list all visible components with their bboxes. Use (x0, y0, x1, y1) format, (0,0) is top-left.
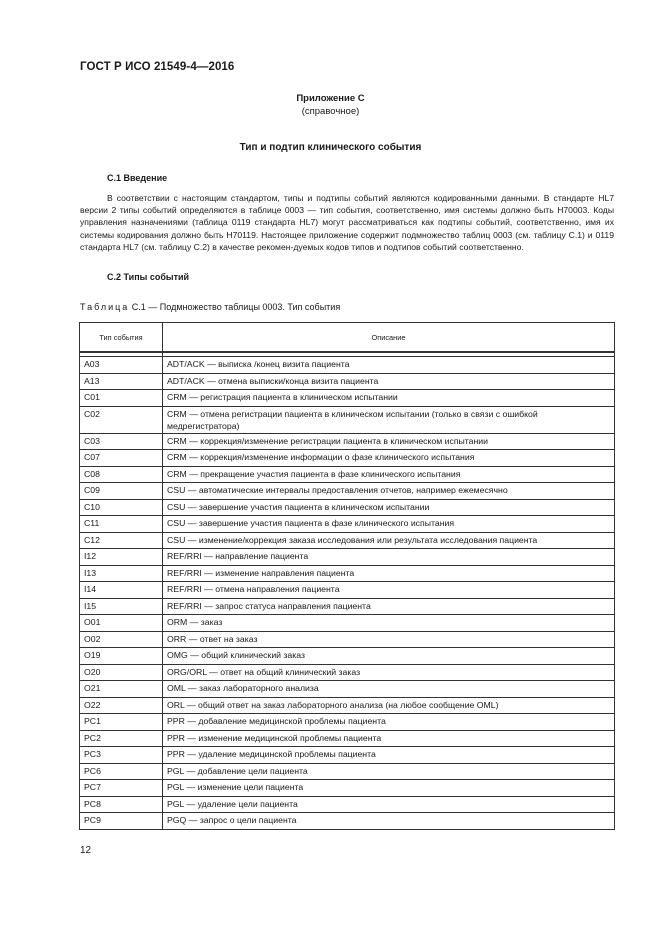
table-row (80, 483, 615, 500)
table-row (80, 499, 615, 516)
event-description-cell: PGL — удаление цели пациента (163, 796, 615, 813)
table-caption (80, 302, 340, 312)
event-code-cell: I12 (80, 549, 163, 566)
column-header-description: Описание (163, 323, 615, 353)
event-code-cell: C01 (80, 390, 163, 407)
table-caption-prefix: Таблица (80, 302, 130, 312)
table-row (80, 565, 615, 582)
event-code-cell: A03 (80, 357, 163, 374)
table-row (80, 373, 615, 390)
event-description-cell: ADT/ACK — выписка /конец визита пациента (163, 357, 615, 374)
page-title: Тип и подтип клинического события (239, 142, 422, 153)
event-description-cell: CRM — отмена регистрации пациента в клиническом испытании (только в связи с ошибкой медрегистратора) (163, 406, 615, 433)
event-description-cell: CRM — регистрация пациента в клиническом испытании (163, 390, 615, 407)
event-description-cell: PGL — изменение цели пациента (163, 780, 615, 797)
section-heading-introduction: С.1 Введение (107, 173, 168, 183)
event-description-cell: REF/RRI — направление пациента (163, 549, 615, 566)
event-description-cell: PGQ — запрос о цели пациента (163, 813, 615, 830)
event-description-cell: REF/RRI — отмена направления пациента (163, 582, 615, 599)
event-code-cell: PC3 (80, 747, 163, 764)
table-row (80, 780, 615, 797)
event-code-cell: C02 (80, 406, 163, 433)
event-description-cell: CSU — завершение участия пациента в фазе клинического испытания (163, 516, 615, 533)
event-code-cell: O02 (80, 631, 163, 648)
event-code-cell: I15 (80, 598, 163, 615)
event-description-cell: CSU — завершение участия пациента в клиническом испытании (163, 499, 615, 516)
table-header-row (80, 323, 615, 353)
event-description-cell: CRM — коррекция/изменение информации о фазе клинического испытания (163, 450, 615, 467)
event-code-cell: A13 (80, 373, 163, 390)
table-row (80, 406, 615, 433)
table-row (80, 648, 615, 665)
event-code-cell: O22 (80, 697, 163, 714)
event-code-cell: C11 (80, 516, 163, 533)
event-code-cell: PC6 (80, 763, 163, 780)
introduction-paragraph: В соответствии с настоящим стандартом, типы и подтипы событий являются кодированными данными. В стандарте HL7 версии 2 типы событий определяются в таблице 0003 — тип события, соответственно, имя системы должно быть H70003. Коды управления назначениями (таблица 0119 стандарта HL7) могут рассматриваться как подтипы событий, соответственно, имя их системы кодирования должно быть H70119. Настоящее приложение содержит подмножество таблиц 0003 (см. таблицу С.1) и 0119 стандарта HL7 (см. таблицу С.2) в качестве рекомен-дуемых кодов типов и подтипов событий соответственно. (80, 193, 614, 252)
table-row (80, 615, 615, 632)
event-description-cell: ADT/ACK — отмена выписки/конца визита пациента (163, 373, 615, 390)
event-code-cell: PC2 (80, 730, 163, 747)
column-header-event-type: Тип события (80, 323, 163, 353)
table-row (80, 516, 615, 533)
appendix-subtitle: (справочное) (301, 106, 360, 117)
event-code-cell: O19 (80, 648, 163, 665)
document-header: ГОСТ Р ИСО 21549-4—2016 (80, 61, 235, 73)
table-row (80, 390, 615, 407)
table-row (80, 549, 615, 566)
event-description-cell: OMG — общий клинический заказ (163, 648, 615, 665)
event-code-cell: O01 (80, 615, 163, 632)
event-code-cell: C08 (80, 466, 163, 483)
event-description-cell: ORR — ответ на заказ (163, 631, 615, 648)
event-code-cell: O20 (80, 664, 163, 681)
event-description-cell: ORM — заказ (163, 615, 615, 632)
event-description-cell: PGL — добавление цели пациента (163, 763, 615, 780)
table-row (80, 681, 615, 698)
table-row (80, 532, 615, 549)
table-row (80, 631, 615, 648)
table-row (80, 582, 615, 599)
appendix-heading (0, 92, 661, 118)
table-caption-text: С.1 — Подмножество таблицы 0003. Тип события (129, 302, 341, 312)
event-code-cell: C09 (80, 483, 163, 500)
table-row (80, 747, 615, 764)
table-row (80, 357, 615, 374)
event-code-cell: PC7 (80, 780, 163, 797)
table-row (80, 796, 615, 813)
event-code-cell: C10 (80, 499, 163, 516)
table-row (80, 450, 615, 467)
section-heading-event-types: С.2 Типы событий (107, 272, 190, 282)
table-row (80, 813, 615, 830)
event-code-cell: PC8 (80, 796, 163, 813)
event-code-cell: C07 (80, 450, 163, 467)
appendix-title: Приложение С (296, 93, 365, 104)
event-types-table (79, 322, 615, 830)
event-description-cell: ORG/ORL — ответ на общий клинический заказ (163, 664, 615, 681)
table-row (80, 697, 615, 714)
table-row (80, 730, 615, 747)
event-code-cell: I14 (80, 582, 163, 599)
table-row (80, 664, 615, 681)
event-description-cell: OML — заказ лабораторного анализа (163, 681, 615, 698)
event-description-cell: CSU — изменение/коррекция заказа исследования или результата исследования пациента (163, 532, 615, 549)
event-code-cell: O21 (80, 681, 163, 698)
table-row (80, 466, 615, 483)
event-description-cell: CRM — прекращение участия пациента в фазе клинического испытания (163, 466, 615, 483)
table-row (80, 433, 615, 450)
event-description-cell: CRM — коррекция/изменение регистрации пациента в клиническом испытании (163, 433, 615, 450)
table-row (80, 763, 615, 780)
event-code-cell: PC1 (80, 714, 163, 731)
table-row (80, 598, 615, 615)
page-number: 12 (80, 845, 92, 856)
event-code-cell: C12 (80, 532, 163, 549)
event-description-cell: REF/RRI — изменение направления пациента (163, 565, 615, 582)
table-row (80, 714, 615, 731)
table-body (80, 352, 615, 829)
event-code-cell: PC9 (80, 813, 163, 830)
event-description-cell: PPR — удаление медицинской проблемы пациента (163, 747, 615, 764)
event-description-cell: ORL — общий ответ на заказ лабораторного анализа (на любое сообщение OML) (163, 697, 615, 714)
event-code-cell: I13 (80, 565, 163, 582)
event-description-cell: PPR — добавление медицинской проблемы пациента (163, 714, 615, 731)
event-description-cell: PPR — изменение медицинской проблемы пациента (163, 730, 615, 747)
event-description-cell: CSU — автоматические интервалы предоставления отчетов, например ежемесячно (163, 483, 615, 500)
event-description-cell: REF/RRI — запрос статуса направления пациента (163, 598, 615, 615)
event-code-cell: C03 (80, 433, 163, 450)
